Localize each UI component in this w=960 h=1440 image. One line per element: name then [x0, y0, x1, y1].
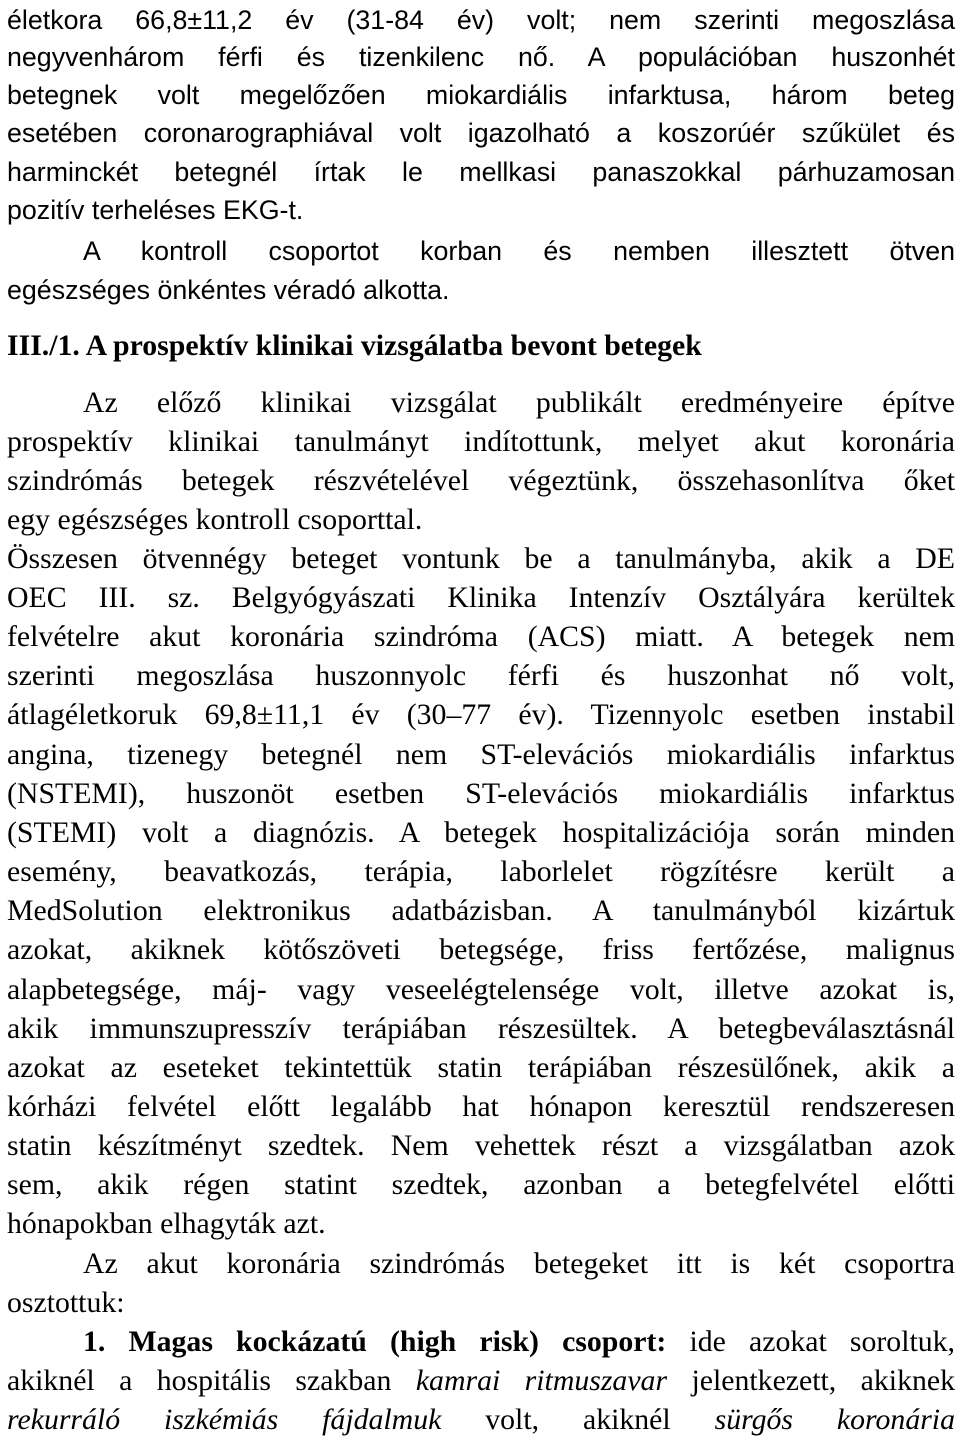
paragraph-line: alapbetegsége, máj- vagy veseelégtelensége volt, illetve azokat is,	[7, 973, 955, 1006]
paragraph-line: felvételre akut koronária szindróma (ACS) miatt. A betegek nem	[7, 620, 955, 653]
paragraph-line: esemény, beavatkozás, terápia, laborlelet rögzítésre került a	[7, 855, 955, 888]
paragraph-line: statin készítményt szedtek. Nem vehettek részt a vizsgálatban azok	[7, 1129, 955, 1162]
list-item-emphasis: rekurráló iszkémiás fájdalmuk	[7, 1403, 442, 1436]
list-item-emphasis: sürgős koronária	[714, 1403, 955, 1436]
paragraph-line: akik immunszupresszív terápiában részesültek. A betegbeválasztásnál	[7, 1012, 955, 1045]
intro-line: életkora 66,8±11,2 év (31-84 év) volt; nem szerinti megoszlása	[7, 5, 955, 35]
intro-line: pozitív terheléses EKG-t.	[7, 195, 304, 225]
paragraph-line: kórházi felvétel előtt legalább hat hónapon keresztül rendszeresen	[7, 1090, 955, 1123]
paragraph-line: átlagéletkoruk 69,8±11,1 év (30–77 év). Tizennyolc esetben instabil	[7, 698, 955, 731]
intro-line: harminckét betegnél írtak le mellkasi panaszokkal párhuzamosan	[7, 157, 955, 187]
list-item-number: 1.	[83, 1325, 106, 1358]
paragraph-line: sem, akik régen statint szedtek, azonban a betegfelvétel előtti	[7, 1168, 955, 1201]
paragraph-line: azokat, akiknek kötőszöveti betegsége, friss fertőzése, malignus	[7, 933, 955, 966]
paragraph-line: MedSolution elektronikus adatbázisban. A tanulmányból kizártuk	[7, 894, 955, 927]
intro-line: betegnek volt megelőzően miokardiális infarktusa, három beteg	[7, 80, 955, 110]
paragraph-line: Az előző klinikai vizsgálat publikált eredményeire építve	[83, 386, 955, 419]
paragraph-line: szindrómás betegek részvételével végeztünk, összehasonlítva őket	[7, 464, 955, 497]
list-item-line	[7, 1400, 955, 1440]
list-item-text: akiknél a hospitális szakban	[7, 1364, 392, 1397]
paragraph-line: OEC III. sz. Belgyógyászati Klinika Intenzív Osztályára kerültek	[7, 581, 955, 614]
paragraph-line: Az akut koronária szindrómás betegeket itt is két csoportra	[83, 1247, 955, 1280]
paragraph-line: Összesen ötvennégy beteget vontunk be a tanulmányba, akik a DE	[7, 542, 955, 575]
paragraph-line: azokat az eseteket tekintettük statin terápiában részesülőnek, akik a	[7, 1051, 955, 1084]
list-item-text: volt, akiknél	[485, 1403, 671, 1436]
list-item-label: Magas kockázatú (high risk) csoport:	[128, 1325, 667, 1358]
list-item-line	[7, 1361, 955, 1401]
control-group-line: A kontroll csoportot korban és nemben illesztett ötven	[83, 236, 955, 266]
paragraph-line: prospektív klinikai tanulmányt indítottunk, melyet akut koronária	[7, 425, 955, 458]
control-group-line: egészséges önkéntes véradó alkotta.	[7, 275, 450, 305]
intro-line: negyvenhárom férfi és tizenkilenc nő. A populációban huszonhét	[7, 42, 955, 72]
section-heading: III./1. A prospektív klinikai vizsgálatba bevont betegek	[7, 329, 702, 362]
paragraph-line: (NSTEMI), huszonöt esetben ST-elevációs miokardiális infarktus	[7, 777, 955, 810]
paragraph-line: hónapokban elhagyták azt.	[7, 1207, 326, 1240]
list-item-text: jelentkezett, akiknek	[691, 1364, 955, 1397]
list-item-line	[83, 1322, 955, 1362]
paragraph-line: osztottuk:	[7, 1286, 125, 1319]
paragraph-line: szerinti megoszlása huszonnyolc férfi és huszonhat nő volt,	[7, 659, 955, 692]
paragraph-line: egy egészséges kontroll csoporttal.	[7, 503, 423, 536]
intro-line: esetében coronarographiával volt igazolható a koszorúér szűkület és	[7, 118, 955, 148]
list-item-text: ide azokat soroltuk,	[689, 1325, 956, 1358]
list-item-emphasis: kamrai ritmuszavar	[415, 1364, 668, 1397]
paragraph-line: angina, tizenegy betegnél nem ST-elevációs miokardiális infarktus	[7, 738, 955, 771]
paragraph-line: (STEMI) volt a diagnózis. A betegek hospitalizációja során minden	[7, 816, 955, 849]
